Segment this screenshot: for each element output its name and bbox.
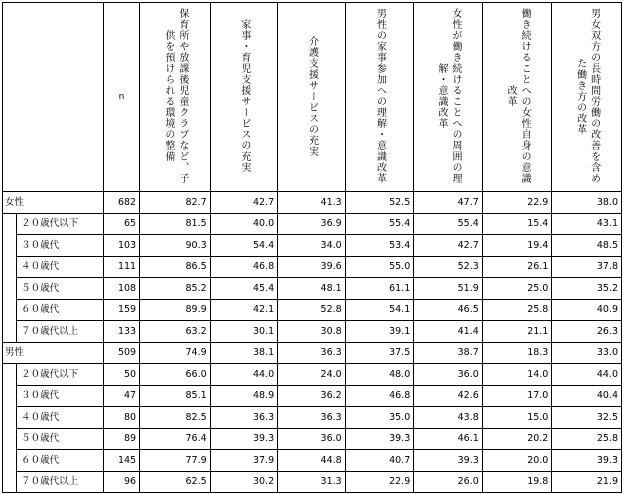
value-cell: 22.9 — [345, 471, 414, 493]
value-cell: 46.5 — [414, 299, 483, 321]
value-cell: 46.8 — [345, 385, 414, 407]
row-label: ５０歳代 — [17, 428, 104, 450]
value-cell: 22.9 — [482, 192, 552, 214]
value-cell: 41.3 — [278, 192, 346, 214]
value-cell: 32.5 — [552, 407, 622, 429]
row-label: ７０歳代以上 — [17, 471, 104, 493]
value-cell: 30.2 — [210, 471, 278, 493]
value-cell: 85.1 — [140, 385, 211, 407]
header-corner-cell — [3, 3, 104, 192]
value-cell: 42.1 — [210, 299, 278, 321]
row-label: ３０歳代 — [17, 235, 104, 257]
table-row-group — [3, 342, 622, 364]
value-cell: 25.8 — [552, 428, 622, 450]
table-row — [3, 321, 622, 343]
table-row — [3, 364, 622, 386]
value-cell: 36.9 — [278, 213, 346, 235]
survey-table-container — [2, 2, 622, 493]
indent-cell — [3, 471, 17, 493]
value-cell: 66.0 — [140, 364, 211, 386]
table-row — [3, 235, 622, 257]
header-row — [3, 3, 622, 192]
row-label: ４０歳代 — [17, 407, 104, 429]
value-cell: 48.1 — [278, 278, 346, 300]
n-cell: 111 — [103, 256, 139, 278]
value-cell: 36.3 — [210, 407, 278, 429]
value-cell: 63.2 — [140, 321, 211, 343]
value-cell: 26.0 — [414, 471, 483, 493]
row-label: ４０歳代 — [17, 256, 104, 278]
value-cell: 82.7 — [140, 192, 211, 214]
row-label: ６０歳代 — [17, 299, 104, 321]
value-cell: 55.4 — [414, 213, 483, 235]
n-header: n — [103, 3, 139, 192]
table-row — [3, 385, 622, 407]
indent-cell — [3, 385, 17, 407]
survey-table — [2, 2, 622, 493]
table-row — [3, 471, 622, 493]
value-cell: 81.5 — [140, 213, 211, 235]
value-cell: 42.6 — [414, 385, 483, 407]
value-cell: 53.4 — [345, 235, 414, 257]
value-cell: 40.9 — [552, 299, 622, 321]
value-cell: 47.7 — [414, 192, 483, 214]
column-header — [414, 3, 483, 192]
value-cell: 51.9 — [414, 278, 483, 300]
indent-cell — [3, 278, 17, 300]
n-cell: 108 — [103, 278, 139, 300]
value-cell: 15.4 — [482, 213, 552, 235]
value-cell: 44.0 — [552, 364, 622, 386]
value-cell: 19.4 — [482, 235, 552, 257]
indent-cell — [3, 321, 17, 343]
value-cell: 55.0 — [345, 256, 414, 278]
group-label: 女性 — [3, 192, 104, 214]
n-cell: 47 — [103, 385, 139, 407]
value-cell: 40.4 — [552, 385, 622, 407]
row-label: ７０歳代以上 — [17, 321, 104, 343]
value-cell: 35.0 — [345, 407, 414, 429]
n-cell: 103 — [103, 235, 139, 257]
column-header-label: 男性の家事参加への理解・意識改革 — [374, 8, 386, 184]
table-row — [3, 428, 622, 450]
indent-cell — [3, 213, 17, 235]
value-cell: 39.3 — [210, 428, 278, 450]
value-cell: 85.2 — [140, 278, 211, 300]
table-row — [3, 256, 622, 278]
value-cell: 20.2 — [482, 428, 552, 450]
value-cell: 43.1 — [552, 213, 622, 235]
row-label: ２０歳代以下 — [17, 213, 104, 235]
value-cell: 37.5 — [345, 342, 414, 364]
table-row-group — [3, 192, 622, 214]
value-cell: 40.0 — [210, 213, 278, 235]
value-cell: 17.0 — [482, 385, 552, 407]
value-cell: 18.3 — [482, 342, 552, 364]
column-header — [278, 3, 346, 192]
n-cell: 80 — [103, 407, 139, 429]
column-header — [482, 3, 552, 192]
value-cell: 46.1 — [414, 428, 483, 450]
value-cell: 89.9 — [140, 299, 211, 321]
value-cell: 86.5 — [140, 256, 211, 278]
value-cell: 39.6 — [278, 256, 346, 278]
value-cell: 39.3 — [414, 450, 483, 472]
indent-cell — [3, 450, 17, 472]
value-cell: 37.9 — [210, 450, 278, 472]
group-label: 男性 — [3, 342, 104, 364]
value-cell: 48.9 — [210, 385, 278, 407]
n-cell: 50 — [103, 364, 139, 386]
column-header — [345, 3, 414, 192]
n-cell: 145 — [103, 450, 139, 472]
value-cell: 26.3 — [552, 321, 622, 343]
value-cell: 54.1 — [345, 299, 414, 321]
column-header — [210, 3, 278, 192]
n-cell: 96 — [103, 471, 139, 493]
n-cell: 65 — [103, 213, 139, 235]
value-cell: 41.4 — [414, 321, 483, 343]
value-cell: 30.1 — [210, 321, 278, 343]
value-cell: 33.0 — [552, 342, 622, 364]
value-cell: 44.8 — [278, 450, 346, 472]
value-cell: 39.1 — [345, 321, 414, 343]
value-cell: 62.5 — [140, 471, 211, 493]
row-label: ５０歳代 — [17, 278, 104, 300]
value-cell: 36.3 — [278, 407, 346, 429]
row-label: ３０歳代 — [17, 385, 104, 407]
indent-cell — [3, 299, 17, 321]
column-header-label: 女性が働き続けることへの周囲の理解・意識改革 — [436, 8, 462, 184]
value-cell: 39.3 — [345, 428, 414, 450]
column-header — [140, 3, 211, 192]
value-cell: 38.1 — [210, 342, 278, 364]
value-cell: 52.5 — [345, 192, 414, 214]
value-cell: 15.0 — [482, 407, 552, 429]
value-cell: 54.4 — [210, 235, 278, 257]
n-cell: 509 — [103, 342, 139, 364]
indent-cell — [3, 428, 17, 450]
row-label: ２０歳代以下 — [17, 364, 104, 386]
indent-cell — [3, 256, 17, 278]
table-body — [3, 192, 622, 493]
value-cell: 44.0 — [210, 364, 278, 386]
value-cell: 43.8 — [414, 407, 483, 429]
value-cell: 31.3 — [278, 471, 346, 493]
value-cell: 21.9 — [552, 471, 622, 493]
value-cell: 45.4 — [210, 278, 278, 300]
value-cell: 77.9 — [140, 450, 211, 472]
value-cell: 34.0 — [278, 235, 346, 257]
value-cell: 42.7 — [414, 235, 483, 257]
value-cell: 38.7 — [414, 342, 483, 364]
indent-cell — [3, 407, 17, 429]
value-cell: 74.9 — [140, 342, 211, 364]
value-cell: 26.1 — [482, 256, 552, 278]
value-cell: 21.1 — [482, 321, 552, 343]
value-cell: 38.0 — [552, 192, 622, 214]
value-cell: 36.0 — [414, 364, 483, 386]
value-cell: 90.3 — [140, 235, 211, 257]
n-cell: 133 — [103, 321, 139, 343]
value-cell: 42.7 — [210, 192, 278, 214]
value-cell: 76.4 — [140, 428, 211, 450]
value-cell: 25.0 — [482, 278, 552, 300]
value-cell: 35.2 — [552, 278, 622, 300]
value-cell: 30.8 — [278, 321, 346, 343]
value-cell: 48.0 — [345, 364, 414, 386]
row-label: ６０歳代 — [17, 450, 104, 472]
column-header-label: 家事・育児支援サービスの充実 — [238, 19, 250, 173]
value-cell: 55.4 — [345, 213, 414, 235]
n-cell: 159 — [103, 299, 139, 321]
table-row — [3, 213, 622, 235]
table-row — [3, 299, 622, 321]
indent-cell — [3, 364, 17, 386]
value-cell: 40.7 — [345, 450, 414, 472]
n-cell: 682 — [103, 192, 139, 214]
indent-cell — [3, 235, 17, 257]
value-cell: 36.0 — [278, 428, 346, 450]
value-cell: 39.3 — [552, 450, 622, 472]
value-cell: 14.0 — [482, 364, 552, 386]
value-cell: 24.0 — [278, 364, 346, 386]
table-row — [3, 407, 622, 429]
column-header-label: 働き続けることへの女性自身の意識改革 — [505, 8, 531, 184]
value-cell: 20.0 — [482, 450, 552, 472]
table-row — [3, 278, 622, 300]
column-header — [552, 3, 622, 192]
value-cell: 46.8 — [210, 256, 278, 278]
value-cell: 37.8 — [552, 256, 622, 278]
value-cell: 19.8 — [482, 471, 552, 493]
value-cell: 52.3 — [414, 256, 483, 278]
value-cell: 52.8 — [278, 299, 346, 321]
column-header-label: 男女双方の長時間労働の改善を含めた働き方の改革 — [574, 8, 600, 184]
table-row — [3, 450, 622, 472]
column-header-label: 保育所や放課後児童クラブなど、子供を預けられる環境の整備 — [162, 8, 188, 184]
value-cell: 36.2 — [278, 385, 346, 407]
value-cell: 36.3 — [278, 342, 346, 364]
value-cell: 25.8 — [482, 299, 552, 321]
value-cell: 61.1 — [345, 278, 414, 300]
n-cell: 89 — [103, 428, 139, 450]
value-cell: 48.5 — [552, 235, 622, 257]
value-cell: 82.5 — [140, 407, 211, 429]
column-header-label: 介護支援サービスの充実 — [306, 35, 318, 157]
